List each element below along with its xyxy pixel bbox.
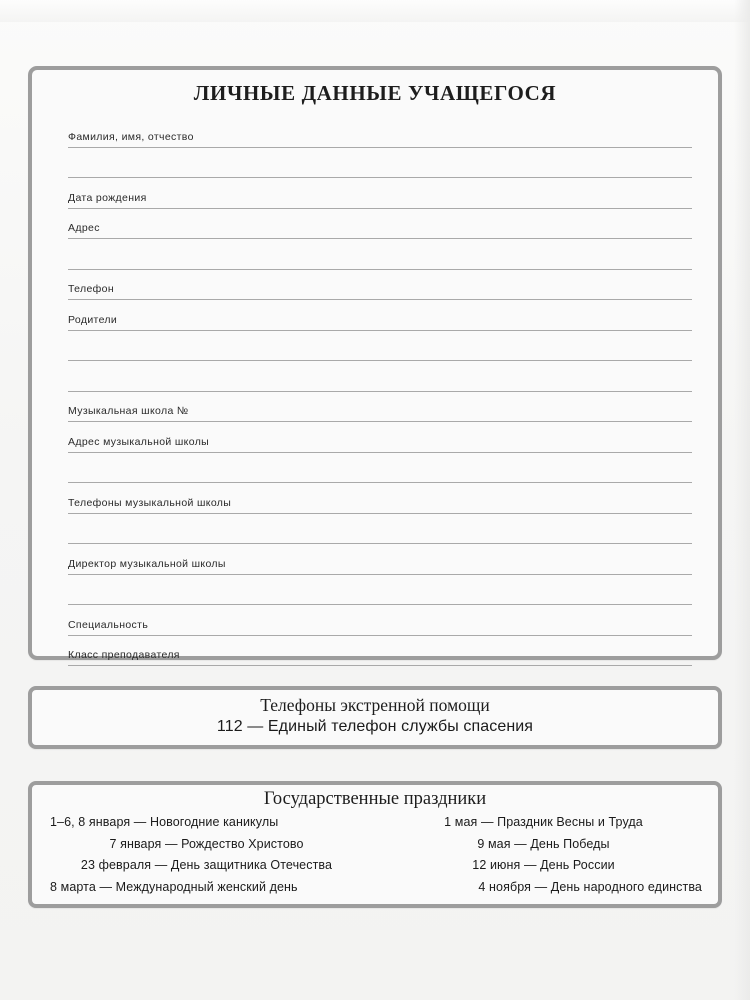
- form-field-rule[interactable]: [68, 300, 692, 331]
- emergency-phone-112: 112 — Единый телефон службы спасения: [216, 718, 534, 736]
- holiday-item: 8 марта — Международный женский день: [50, 879, 298, 894]
- form-field-label: Адрес: [68, 222, 100, 234]
- form-field-label: Класс преподавателя: [68, 649, 180, 661]
- form-field-rule[interactable]: [68, 392, 692, 423]
- emergency-phones-title: Телефоны экстренной помощи: [260, 695, 490, 715]
- form-field-label: Музыкальная школа №: [68, 405, 189, 417]
- form-field-label: Специальность: [68, 618, 149, 631]
- form-field[interactable]: [68, 636, 692, 667]
- form-field[interactable]: [68, 392, 692, 423]
- emergency-phones-panel: [28, 686, 722, 749]
- form-field-rule[interactable]: [68, 270, 692, 301]
- form-field-rule[interactable]: [68, 636, 692, 667]
- form-field-continuation-rule[interactable]: [68, 239, 692, 270]
- form-field-label: Фамилия, имя, отчество: [68, 130, 194, 143]
- form-field-rule[interactable]: [68, 483, 692, 514]
- form-field-label: Адрес музыкальной школы: [68, 435, 210, 448]
- form-field[interactable]: [68, 300, 692, 392]
- state-holidays-panel: [28, 781, 722, 908]
- form-field-continuation-rule[interactable]: [68, 361, 692, 392]
- form-field-rule[interactable]: [68, 544, 692, 575]
- form-field[interactable]: [68, 117, 692, 178]
- form-field[interactable]: [68, 605, 692, 636]
- form-field[interactable]: [68, 422, 692, 483]
- form-field-rule[interactable]: [68, 178, 692, 209]
- holiday-item: 4 ноября — День народного единства: [478, 879, 702, 894]
- holiday-item: 9 мая — День Победы: [477, 836, 610, 851]
- personal-data-panel: [28, 66, 722, 660]
- form-field[interactable]: [68, 209, 692, 270]
- personal-data-fields: [68, 117, 692, 666]
- state-holidays-title: Государственные праздники: [263, 789, 487, 809]
- holiday-item: 7 января — Рождество Христово: [109, 836, 304, 851]
- form-field-rule[interactable]: [68, 209, 692, 240]
- state-holidays-left-column: [38, 812, 375, 898]
- form-field[interactable]: [68, 270, 692, 301]
- form-field[interactable]: [68, 178, 692, 209]
- form-field-continuation-rule[interactable]: [68, 575, 692, 606]
- form-field-continuation-rule[interactable]: [68, 514, 692, 545]
- form-field-continuation-rule[interactable]: [68, 148, 692, 179]
- personal-data-title: ЛИЧНЫЕ ДАННЫЕ УЧАЩЕГОСЯ: [193, 81, 557, 105]
- form-field-label: Телефоны музыкальной школы: [68, 496, 232, 509]
- form-field[interactable]: [68, 544, 692, 605]
- form-field-continuation-rule[interactable]: [68, 453, 692, 484]
- form-field-rule[interactable]: [68, 605, 692, 636]
- state-holidays-right-column: [375, 812, 712, 898]
- form-field-continuation-rule[interactable]: [68, 331, 692, 362]
- state-holidays-columns: [32, 812, 718, 898]
- form-field-label: Дата рождения: [68, 191, 147, 204]
- form-field-label: Телефон: [68, 283, 115, 295]
- form-field-label: Директор музыкальной школы: [68, 557, 226, 570]
- form-field-rule[interactable]: [68, 422, 692, 453]
- holiday-item: 23 февраля — День защитника Отечества: [80, 858, 333, 873]
- holiday-item: 1 мая — Праздник Весны и Труда: [444, 815, 643, 830]
- holiday-item: 12 июня — День России: [472, 858, 615, 873]
- form-field-rule[interactable]: [68, 117, 692, 148]
- form-field[interactable]: [68, 483, 692, 544]
- holiday-item: 1–6, 8 января — Новогодние каникулы: [50, 815, 279, 830]
- form-field-label: Родители: [68, 313, 118, 326]
